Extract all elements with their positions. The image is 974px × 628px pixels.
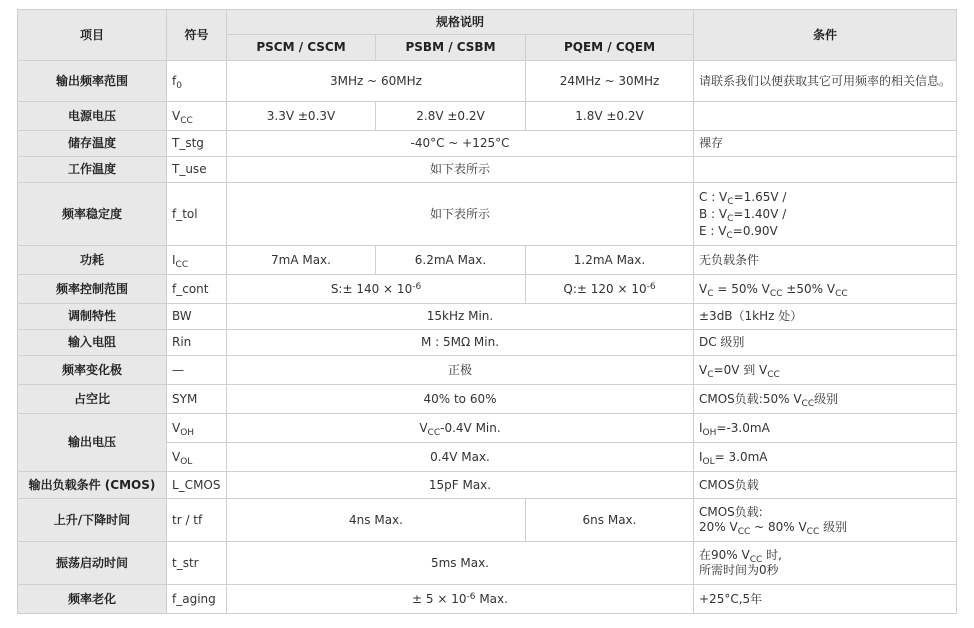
value-cell: 如下表所示 xyxy=(227,183,694,246)
header-spec: 规格说明 xyxy=(227,10,694,35)
condition-cell: $I_{OH}=-3.0mA$ xyxy=(694,414,957,443)
item-label: 电源电压 xyxy=(18,102,167,131)
item-label: 调制特性 xyxy=(18,304,167,330)
value-cell: 1.8V ±0.2V xyxy=(526,102,694,131)
value-cell: 正极 xyxy=(227,356,694,385)
value-cell: 5ms Max. xyxy=(227,542,694,585)
value-cell: 7mA Max. xyxy=(227,246,376,275)
symbol-cell: $I_{CC}$ xyxy=(167,246,227,275)
condition-cell: $V_C = 50\%$ $V_{CC} \pm 50\%$ $V_{CC}$ xyxy=(694,275,957,304)
item-label: 频率老化 xyxy=(18,585,167,614)
header-condition: 条件 xyxy=(694,10,957,61)
item-label: 输出负载条件 (CMOS) xyxy=(18,472,167,499)
value-cell: 4ns Max. xyxy=(227,499,526,542)
symbol-cell: $V_{OL}$ xyxy=(167,443,227,472)
item-label: 输入电阻 xyxy=(18,330,167,356)
symbol-cell: $f_0$ xyxy=(167,61,227,102)
symbol-cell: T_use xyxy=(167,157,227,183)
header-row xyxy=(18,10,957,35)
row-modulation xyxy=(18,304,957,330)
row-stability xyxy=(18,183,957,246)
header-model-pscm: PSCM / CSCM xyxy=(227,35,376,61)
symbol-cell: Rin xyxy=(167,330,227,356)
value-cell: 15pF Max. xyxy=(227,472,694,499)
symbol-cell: tr / tf xyxy=(167,499,227,542)
item-label: 频率变化极 xyxy=(18,356,167,385)
value-cell: 6ns Max. xyxy=(526,499,694,542)
symbol-cell: SYM xyxy=(167,385,227,414)
value-cell: Q:± $120 \times 10^{-6}$ xyxy=(526,275,694,304)
symbol-cell: T_stg xyxy=(167,131,227,157)
value-cell: 1.2mA Max. xyxy=(526,246,694,275)
row-duty xyxy=(18,385,957,414)
symbol-cell: $V_{CC}$ xyxy=(167,102,227,131)
row-aging xyxy=(18,585,957,614)
value-cell: 40% to 60% xyxy=(227,385,694,414)
value-cell: 如下表所示 xyxy=(227,157,694,183)
condition-cell: +25°C,5年 xyxy=(694,585,957,614)
item-label: 功耗 xyxy=(18,246,167,275)
condition-cell: C : $V_C=1.65V$ / B : $V_C=1.40V$ / E : $V_C=0.90V$ xyxy=(694,183,957,246)
symbol-cell: f_cont xyxy=(167,275,227,304)
item-label: 输出频率范围 xyxy=(18,61,167,102)
value-cell: 3.3V ±0.3V xyxy=(227,102,376,131)
item-label: 频率控制范围 xyxy=(18,275,167,304)
item-label: 工作温度 xyxy=(18,157,167,183)
condition-cell xyxy=(694,102,957,131)
item-label: 输出电压 xyxy=(18,414,167,472)
condition-cell: $V_C=0V$ 到 $V_{CC}$ xyxy=(694,356,957,385)
value-cell: 15kHz Min. xyxy=(227,304,694,330)
row-power xyxy=(18,246,957,275)
condition-cell: 无负载条件 xyxy=(694,246,957,275)
header-model-psbm: PSBM / CSBM xyxy=(376,35,526,61)
item-label: 占空比 xyxy=(18,385,167,414)
row-load xyxy=(18,472,957,499)
symbol-cell: — xyxy=(167,356,227,385)
condition-cell: 在90% $V_{CC}$ 时, 所需时间为0秒 xyxy=(694,542,957,585)
header-symbol: 符号 xyxy=(167,10,227,61)
condition-cell: CMOS负载: 20% $V_{CC}$ ~ 80% $V_{CC}$ 级别 xyxy=(694,499,957,542)
value-cell: -40°C ~ +125°C xyxy=(227,131,694,157)
row-supply xyxy=(18,102,957,131)
row-startup xyxy=(18,542,957,585)
condition-cell: $I_{OL}= 3.0mA$ xyxy=(694,443,957,472)
condition-cell: DC 级别 xyxy=(694,330,957,356)
value-cell: ± $5 \times 10^{-6}$ Max. xyxy=(227,585,694,614)
symbol-cell: BW xyxy=(167,304,227,330)
value-cell: S:± $140 \times 10^{-6}$ xyxy=(227,275,526,304)
row-polarity xyxy=(18,356,957,385)
symbol-cell: f_tol xyxy=(167,183,227,246)
item-label: 储存温度 xyxy=(18,131,167,157)
row-work-temp xyxy=(18,157,957,183)
item-label: 振荡启动时间 xyxy=(18,542,167,585)
spec-table xyxy=(17,9,957,614)
symbol-cell: $V_{OH}$ xyxy=(167,414,227,443)
symbol-cell: t_str xyxy=(167,542,227,585)
row-storage xyxy=(18,131,957,157)
row-input-res xyxy=(18,330,957,356)
condition-cell: CMOS负载:50% $V_{CC}$级别 xyxy=(694,385,957,414)
row-ctrl-range xyxy=(18,275,957,304)
value-cell: 0.4V Max. xyxy=(227,443,694,472)
symbol-cell: L_CMOS xyxy=(167,472,227,499)
header-item: 项目 xyxy=(18,10,167,61)
value-cell: 3MHz ~ 60MHz xyxy=(227,61,526,102)
row-voh xyxy=(18,414,957,443)
header-model-pqem: PQEM / CQEM xyxy=(526,35,694,61)
condition-cell: ±3dB（1kHz 处） xyxy=(694,304,957,330)
row-freq-range xyxy=(18,61,957,102)
symbol-cell: f_aging xyxy=(167,585,227,614)
condition-cell: 裸存 xyxy=(694,131,957,157)
condition-cell xyxy=(694,157,957,183)
row-rise-fall xyxy=(18,499,957,542)
item-label: 频率稳定度 xyxy=(18,183,167,246)
value-cell: $V_{CC}-0.4V$ Min. xyxy=(227,414,694,443)
condition-cell: CMOS负载 xyxy=(694,472,957,499)
value-cell: 24MHz ~ 30MHz xyxy=(526,61,694,102)
value-cell: 6.2mA Max. xyxy=(376,246,526,275)
condition-cell: 请联系我们以便获取其它可用频率的相关信息。 xyxy=(694,61,957,102)
item-label: 上升/下降时间 xyxy=(18,499,167,542)
value-cell: 2.8V ±0.2V xyxy=(376,102,526,131)
value-cell: M : 5MΩ Min. xyxy=(227,330,694,356)
